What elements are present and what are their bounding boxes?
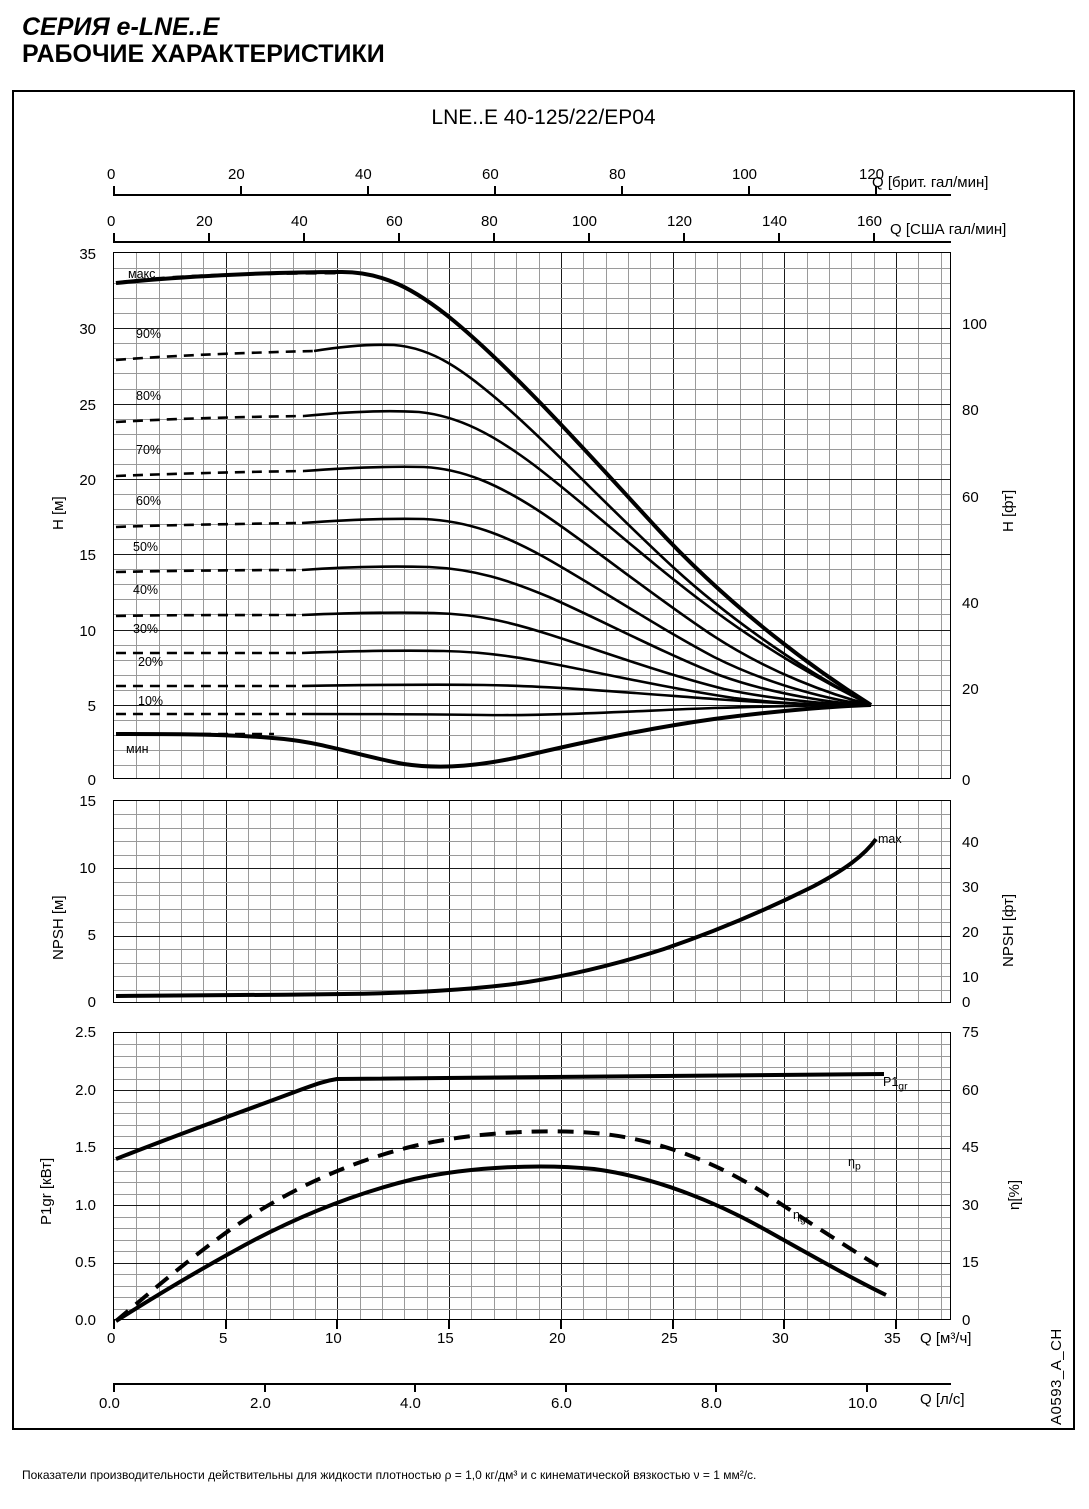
bottom-ls-tick-2: 2.0 xyxy=(250,1395,271,1412)
npsh-left-tick-10: 10 xyxy=(79,860,96,877)
eta-gr-curve-label: $\eta_{gr}$ xyxy=(793,1208,810,1226)
bottom-ls-tick-6: 6.0 xyxy=(551,1395,572,1412)
bottom-m3h-tick-20: 20 xyxy=(549,1330,566,1347)
top-us-tick-7: 140 xyxy=(762,213,788,230)
bottom-m3h-tick-30: 30 xyxy=(772,1330,789,1347)
h-left-tick-25: 25 xyxy=(79,397,96,414)
h-right-tick-0: 0 xyxy=(962,772,971,789)
top-imperial-tick-4: 80 xyxy=(609,166,626,183)
npsh-right-tick-0: 0 xyxy=(962,994,971,1011)
speed-label-30: 30% xyxy=(133,622,159,636)
head-curves xyxy=(114,253,952,780)
power-efficiency-curves xyxy=(114,1033,952,1321)
top-imperial-axis-name: Q [брит. гал/мин] xyxy=(872,174,989,191)
npsh-chart-plot-area xyxy=(113,800,951,1003)
top-imperial-tick-1: 20 xyxy=(228,166,245,183)
top-imperial-tick-3: 60 xyxy=(482,166,499,183)
page-title-line2: РАБОЧИЕ ХАРАКТЕРИСТИКИ xyxy=(22,40,385,68)
p-right-tick-60: 60 xyxy=(962,1082,979,1099)
top-us-tick-3: 60 xyxy=(386,213,403,230)
chart-model-title: LNE..E 40-125/22/EP04 xyxy=(431,106,656,129)
bottom-m3h-tick-25: 25 xyxy=(661,1330,678,1347)
top-us-axis-name: Q [США гал/мин] xyxy=(890,221,1007,238)
h-left-axis-name: H [м] xyxy=(50,496,67,530)
bottom-ls-tick-8: 8.0 xyxy=(701,1395,722,1412)
speed-label-10: 10% xyxy=(138,694,164,708)
speed-label-50: 50% xyxy=(133,540,159,554)
power-efficiency-plot-area xyxy=(113,1032,951,1320)
bottom-m3h-axis-name: Q [м³/ч] xyxy=(920,1330,972,1347)
h-right-tick-60: 60 xyxy=(962,489,979,506)
bottom-m3h-tick-15: 15 xyxy=(437,1330,454,1347)
npsh-right-tick-10: 10 xyxy=(962,969,979,986)
bottom-m3h-tick-0: 0 xyxy=(107,1330,116,1347)
speed-label-min: мин xyxy=(126,742,149,756)
h-left-tick-10: 10 xyxy=(79,623,96,640)
p-left-tick-25: 2.5 xyxy=(75,1024,96,1041)
top-us-axis-line xyxy=(113,241,951,243)
npsh-left-tick-0: 0 xyxy=(87,994,96,1011)
p-left-axis-name: P1gr [кВт] xyxy=(38,1157,55,1225)
npsh-left-tick-15: 15 xyxy=(79,793,96,810)
h-left-tick-5: 5 xyxy=(87,698,96,715)
p-right-tick-75: 75 xyxy=(962,1024,979,1041)
speed-label-70: 70% xyxy=(136,443,162,457)
p-left-tick-20: 2.0 xyxy=(75,1082,96,1099)
speed-label-80: 80% xyxy=(136,389,162,403)
bottom-ls-axis-line xyxy=(113,1383,951,1385)
top-us-tick-1: 20 xyxy=(196,213,213,230)
h-right-tick-20: 20 xyxy=(962,681,979,698)
top-us-tick-5: 100 xyxy=(572,213,598,230)
top-us-tick-2: 40 xyxy=(291,213,308,230)
h-left-tick-30: 30 xyxy=(79,321,96,338)
p-left-tick-00: 0.0 xyxy=(75,1312,96,1329)
bottom-ls-tick-10: 10.0 xyxy=(848,1395,878,1412)
drawing-code: A0593_A_CH xyxy=(1048,1328,1065,1425)
p-left-tick-15: 1.5 xyxy=(75,1139,96,1156)
top-us-tick-0: 0 xyxy=(107,213,116,230)
p-left-tick-05: 0.5 xyxy=(75,1254,96,1271)
npsh-right-tick-20: 20 xyxy=(962,924,979,941)
footer-note: Показатели производительности действительны для жидкости плотностью ρ = 1,0 кг/дм³ и с кинематической вязкостью ν = 1 мм²/с. xyxy=(22,1468,757,1482)
speed-label-20: 20% xyxy=(138,655,164,669)
npsh-right-tick-30: 30 xyxy=(962,879,979,896)
top-imperial-tick-2: 40 xyxy=(355,166,372,183)
h-right-tick-100: 100 xyxy=(962,316,988,333)
speed-label-90: 90% xyxy=(136,327,162,341)
eta-p-curve-label: $\eta_p$ xyxy=(848,1155,861,1173)
npsh-right-axis-name: NPSH [фт] xyxy=(1000,893,1017,967)
npsh-left-axis-name: NPSH [м] xyxy=(50,895,67,960)
p-left-tick-10: 1.0 xyxy=(75,1197,96,1214)
p-right-axis-name: η[%] xyxy=(1006,1179,1023,1210)
top-us-tick-8: 160 xyxy=(857,213,883,230)
bottom-m3h-tick-5: 5 xyxy=(219,1330,228,1347)
h-left-tick-20: 20 xyxy=(79,472,96,489)
top-us-tick-4: 80 xyxy=(481,213,498,230)
h-left-tick-0: 0 xyxy=(87,772,96,789)
speed-label-40: 40% xyxy=(133,583,159,597)
speed-label-max: макс xyxy=(128,267,156,281)
h-left-tick-35: 35 xyxy=(79,246,96,263)
h-left-tick-15: 15 xyxy=(79,547,96,564)
h-right-tick-80: 80 xyxy=(962,402,979,419)
bottom-ls-axis-name: Q [л/с] xyxy=(920,1391,965,1408)
bottom-ls-tick-0: 0.0 xyxy=(99,1395,120,1412)
top-us-tick-6: 120 xyxy=(667,213,693,230)
page-title xyxy=(22,14,385,68)
top-imperial-tick-0: 0 xyxy=(107,166,116,183)
head-chart-plot-area xyxy=(113,252,951,779)
page-title-line1: СЕРИЯ e-LNE..E xyxy=(22,13,220,41)
npsh-left-tick-5: 5 xyxy=(87,927,96,944)
npsh-max-label: max xyxy=(878,832,902,846)
npsh-right-tick-40: 40 xyxy=(962,834,979,851)
p-right-tick-15: 15 xyxy=(962,1254,979,1271)
h-right-tick-40: 40 xyxy=(962,595,979,612)
p-right-tick-30: 30 xyxy=(962,1197,979,1214)
p-right-tick-45: 45 xyxy=(962,1139,979,1156)
bottom-m3h-tick-10: 10 xyxy=(325,1330,342,1347)
top-imperial-axis-line xyxy=(113,194,951,196)
bottom-ls-tick-4: 4.0 xyxy=(400,1395,421,1412)
top-imperial-tick-6: 120 xyxy=(859,166,885,183)
speed-label-60: 60% xyxy=(136,494,162,508)
npsh-curve xyxy=(114,801,952,1004)
p-right-tick-0: 0 xyxy=(962,1312,971,1329)
top-imperial-tick-5: 100 xyxy=(732,166,758,183)
bottom-m3h-tick-35: 35 xyxy=(884,1330,901,1347)
p1gr-curve-label: $P1_{gr}$ xyxy=(883,1075,908,1093)
h-right-axis-name: H [фт] xyxy=(1000,489,1017,532)
